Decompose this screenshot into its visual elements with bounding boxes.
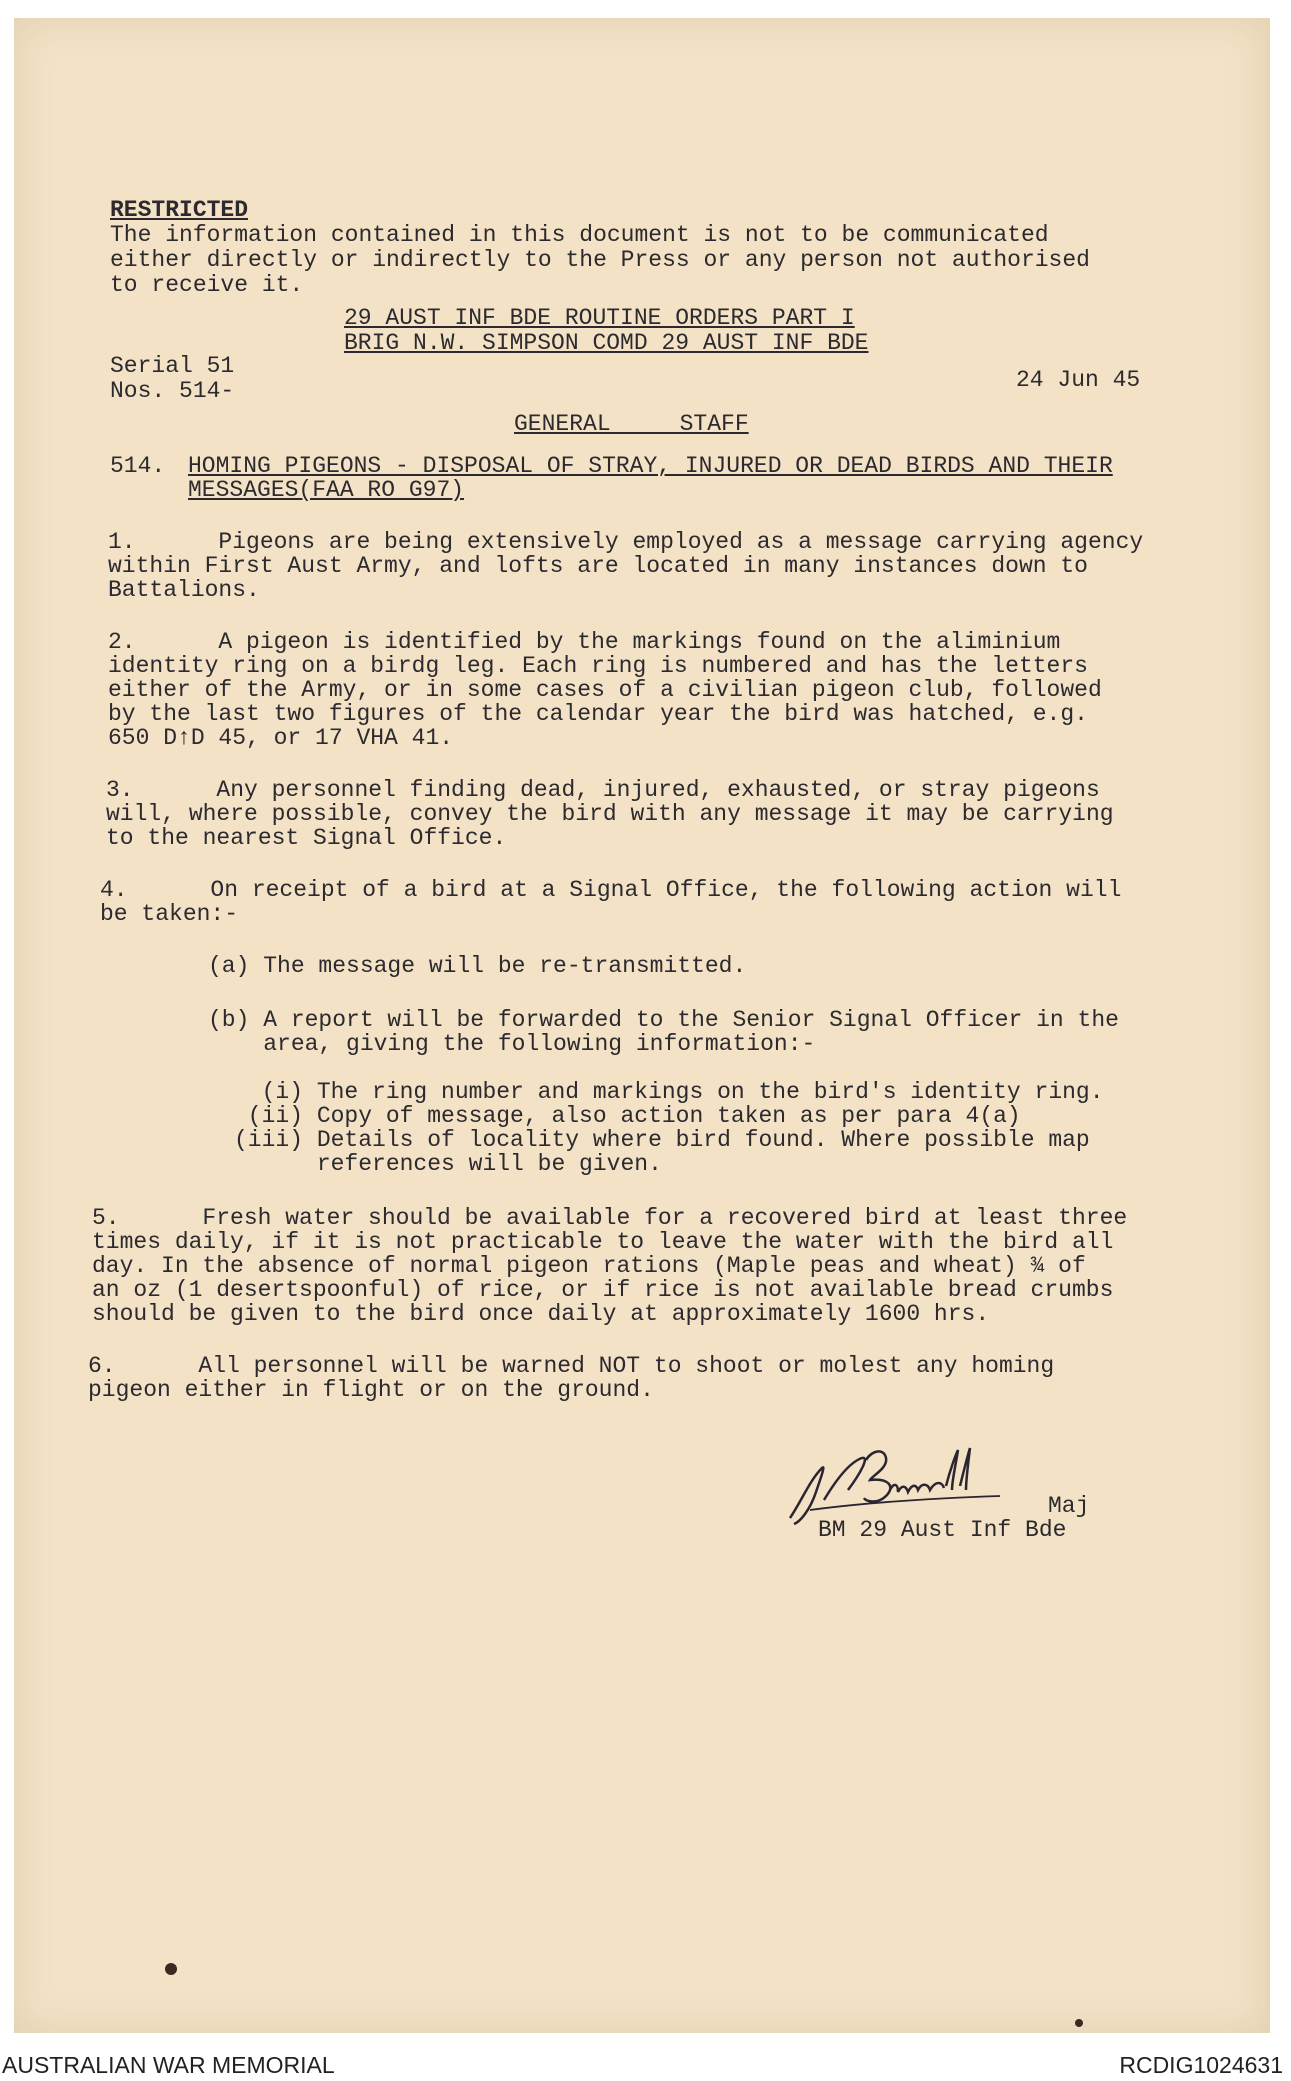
paragraph-line: 1. Pigeons are being extensively employed as a message carrying agency <box>108 529 1144 555</box>
paragraph-line: either of the Army, or in some cases of a civilian pigeon club, followed <box>108 677 1102 703</box>
orders-title: 29 AUST INF BDE ROUTINE ORDERS PART I <box>344 305 855 331</box>
paragraph-line: day. In the absence of normal pigeon rations (Maple peas and wheat) ¾ of <box>92 1253 1086 1279</box>
paragraph-line: should be given to the bird once daily at approximately 1600 hrs. <box>92 1301 990 1327</box>
order-date: 24 Jun 45 <box>1016 367 1141 393</box>
signatory-rank: Maj <box>1048 1493 1090 1519</box>
paragraph-line: an oz (1 desertspoonful) of rice, or if rice is not available bread crumbs <box>92 1277 1114 1303</box>
paragraph-line: 2. A pigeon is identified by the markings found on the aliminium <box>108 629 1061 655</box>
commander-line: BRIG N.W. SIMPSON COMD 29 AUST INF BDE <box>344 330 869 356</box>
section-heading: GENERAL STAFF <box>514 411 749 437</box>
paragraph-line: Battalions. <box>108 577 260 603</box>
ink-spot <box>1075 2019 1083 2027</box>
paragraph-line: 6. All personnel will be warned NOT to shoot or molest any homing <box>88 1353 1055 1379</box>
item-ii: (ii) Copy of message, also action taken as per para 4(a) <box>234 1103 1021 1129</box>
archive-footer <box>0 2046 1291 2081</box>
paragraph-line: to the nearest Signal Office. <box>106 825 507 851</box>
paragraph-line: pigeon either in flight or on the ground. <box>88 1377 654 1403</box>
signatory-appointment: BM 29 Aust Inf Bde <box>818 1517 1067 1543</box>
restricted-line: to receive it. <box>110 272 304 298</box>
item-iii: (iii) Details of locality where bird found. Where possible map <box>234 1127 1090 1153</box>
order-number: 514. <box>110 453 166 479</box>
paragraph-line: by the last two figures of the calendar year the bird was hatched, e.g. <box>108 701 1088 727</box>
paragraph-line: within First Aust Army, and lofts are located in many instances down to <box>108 553 1088 579</box>
paragraph-line: identity ring on a birdg leg. Each ring is numbered and has the letters <box>108 653 1088 679</box>
order-title: HOMING PIGEONS - DISPOSAL OF STRAY, INJURED OR DEAD BIRDS AND THEIR <box>188 453 1113 479</box>
paragraph-line: 5. Fresh water should be available for a recovered bird at least three <box>92 1205 1128 1231</box>
paragraph-line: will, where possible, convey the bird with any message it may be carrying <box>106 801 1114 827</box>
item-i: (i) The ring number and markings on the bird's identity ring. <box>234 1079 1104 1105</box>
paragraph-line: times daily, if it is not practicable to leave the water with the bird all <box>92 1229 1114 1255</box>
subparagraph-b: (b) A report will be forwarded to the Senior Signal Officer in the <box>208 1007 1119 1033</box>
handwritten-signature <box>780 1440 1040 1530</box>
order-title: MESSAGES(FAA RO G97) <box>188 477 465 503</box>
paragraph-line: be taken:- <box>100 901 239 927</box>
subparagraph-b: area, giving the following information:- <box>208 1031 816 1057</box>
paragraph-line: 650 D↑D 45, or 17 VHA 41. <box>108 725 454 751</box>
restricted-label: RESTRICTED <box>110 197 249 223</box>
ink-spot <box>165 1963 177 1975</box>
item-iii: references will be given. <box>234 1151 662 1177</box>
subparagraph-a: (a) The message will be re-transmitted. <box>208 953 747 979</box>
restricted-line: The information contained in this document is not to be communicated <box>110 222 1049 248</box>
archive-name: AUSTRALIAN WAR MEMORIAL <box>2 2052 335 2078</box>
archive-id: RCDIG1024631 <box>1119 2052 1283 2078</box>
restricted-line: either directly or indirectly to the Press or any person not authorised <box>110 247 1090 273</box>
paragraph-line: 3. Any personnel finding dead, injured, exhausted, or stray pigeons <box>106 777 1100 803</box>
serial-number: Serial 51 <box>110 353 235 379</box>
paragraph-line: 4. On receipt of a bird at a Signal Office, the following action will <box>100 877 1122 903</box>
order-numbers: Nos. 514- <box>110 378 235 404</box>
